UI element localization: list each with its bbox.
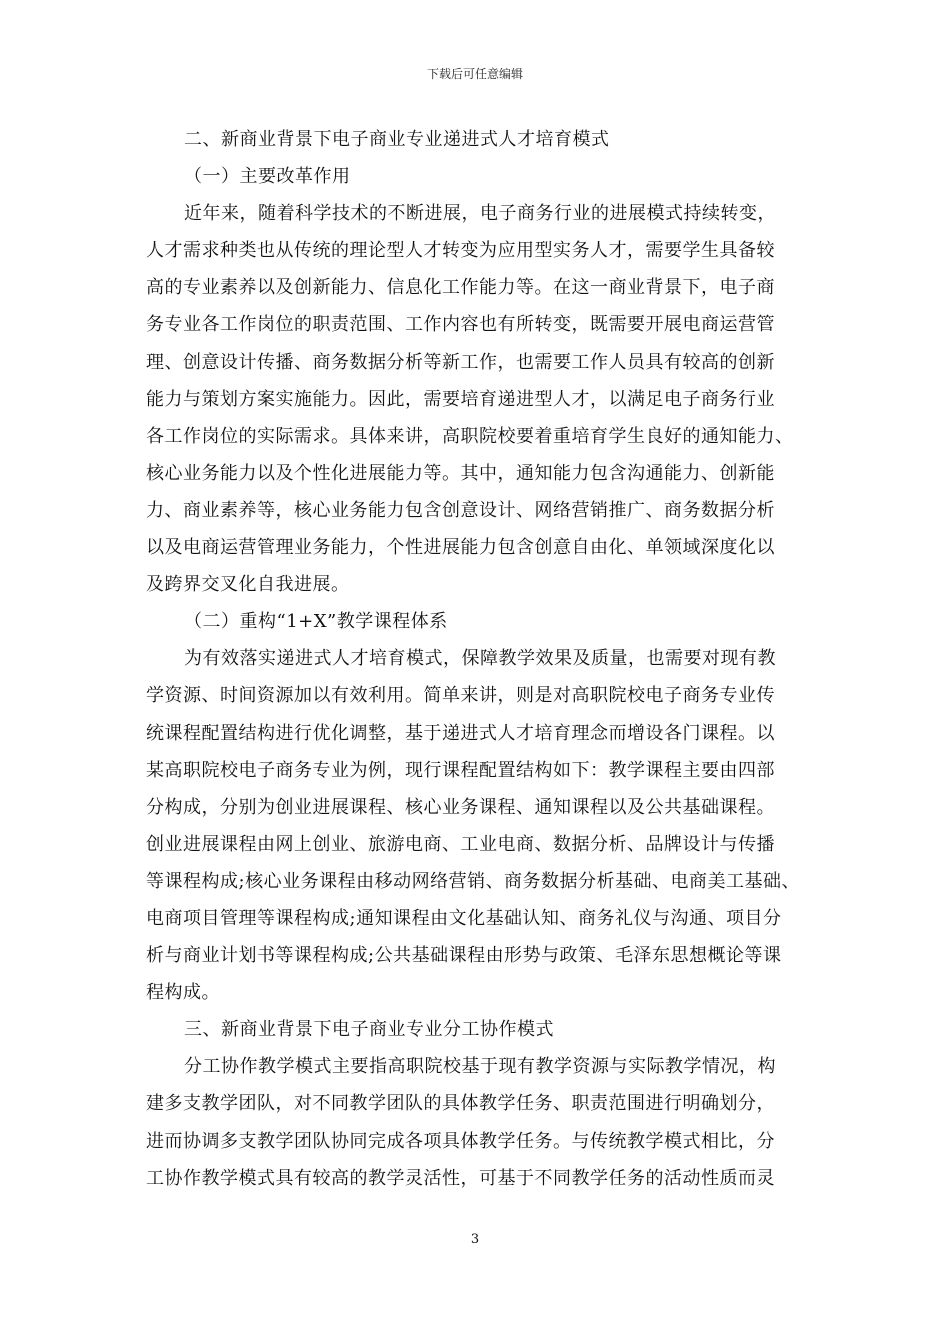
paragraph-line: 析与商业计划书等课程构成;公共基础课程由形势与政策、毛泽东思想概论等课 [146,945,782,967]
paragraph-line: 学资源、时间资源加以有效利用。简单来讲，则是对高职院校电子商务专业传 [146,685,775,707]
document-body [146,121,816,1197]
paragraph-line: 程构成。 [146,982,220,1004]
paragraph-line: 进而协调多支教学团队协同完成各项具体教学任务。与传统教学模式相比，分 [146,1130,775,1152]
paragraph-line: 核心业务能力以及个性化进展能力等。其中，通知能力包含沟通能力、创新能 [146,462,775,484]
section-heading-2: 二、新商业背景下电子商业专业递进式人才培育模式 [184,129,610,150]
paragraph-line: 建多支教学团队，对不同教学团队的具体教学任务、职责范围进行明确划分， [146,1093,775,1115]
paragraph-line: 以及电商运营管理业务能力，个性进展能力包含创意自由化、单领域深度化以 [146,537,775,559]
paragraph-line: 力、商业素养等，核心业务能力包含创意设计、网络营销推广、商务数据分析 [146,499,775,521]
paragraph-line: 及跨界交叉化自我进展。 [146,574,350,596]
paragraph-line: 高的专业素养以及创新能力、信息化工作能力等。在这一商业背景下，电子商 [146,277,775,299]
paragraph-line: 为有效落实递进式人才培育模式，保障教学效果及质量，也需要对现有教 [184,648,776,670]
paragraph-line: 电商项目管理等课程构成;通知课程由文化基础认知、商务礼仪与沟通、项目分 [146,907,782,929]
subsection-heading-2: （二）重构“1+X”教学课程体系 [184,611,448,633]
subsection-heading-1: （一）主要改革作用 [184,166,351,188]
paragraph-line: 创业进展课程由网上创业、旅游电商、工业电商、数据分析、品牌设计与传播 [146,833,775,855]
page-header: 下载后可任意编辑 [426,67,523,81]
paragraph-line: 能力与策划方案实施能力。因此，需要培育递进型人才，以满足电子商务行业 [146,388,775,410]
paragraph-line: 某高职院校电子商务专业为例，现行课程配置结构如下：教学课程主要由四部 [146,759,775,781]
paragraph-line: 分工协作教学模式主要指高职院校基于现有教学资源与实际教学情况，构 [184,1056,776,1078]
page-number: 3 [470,1232,480,1247]
paragraph-line: 等课程构成;核心业务课程由移动网络营销、商务数据分析基础、电商美工基础、 [146,870,801,892]
paragraph-line: 分构成，分别为创业进展课程、核心业务课程、通知课程以及公共基础课程。 [146,796,775,818]
paragraph-line: 近年来，随着科学技术的不断进展，电子商务行业的进展模式持续转变， [184,203,776,225]
paragraph-line: 工协作教学模式具有较高的教学灵活性，可基于不同教学任务的活动性质而灵 [146,1167,775,1189]
paragraph-line: 统课程配置结构进行优化调整，基于递进式人才培育理念而增设各门课程。以 [146,722,775,744]
paragraph-line: 人才需求种类也从传统的理论型人才转变为应用型实务人才，需要学生具备较 [146,240,775,262]
paragraph-line: 理、创意设计传播、商务数据分析等新工作，也需要工作人员具有较高的创新 [146,351,775,373]
paragraph-line: 务专业各工作岗位的职责范围、工作内容也有所转变，既需要开展电商运营管 [146,314,775,336]
section-heading-3: 三、新商业背景下电子商业专业分工协作模式 [184,1019,554,1041]
paragraph-line: 各工作岗位的实际需求。具体来讲，高职院校要着重培育学生良好的通知能力、 [146,425,794,447]
